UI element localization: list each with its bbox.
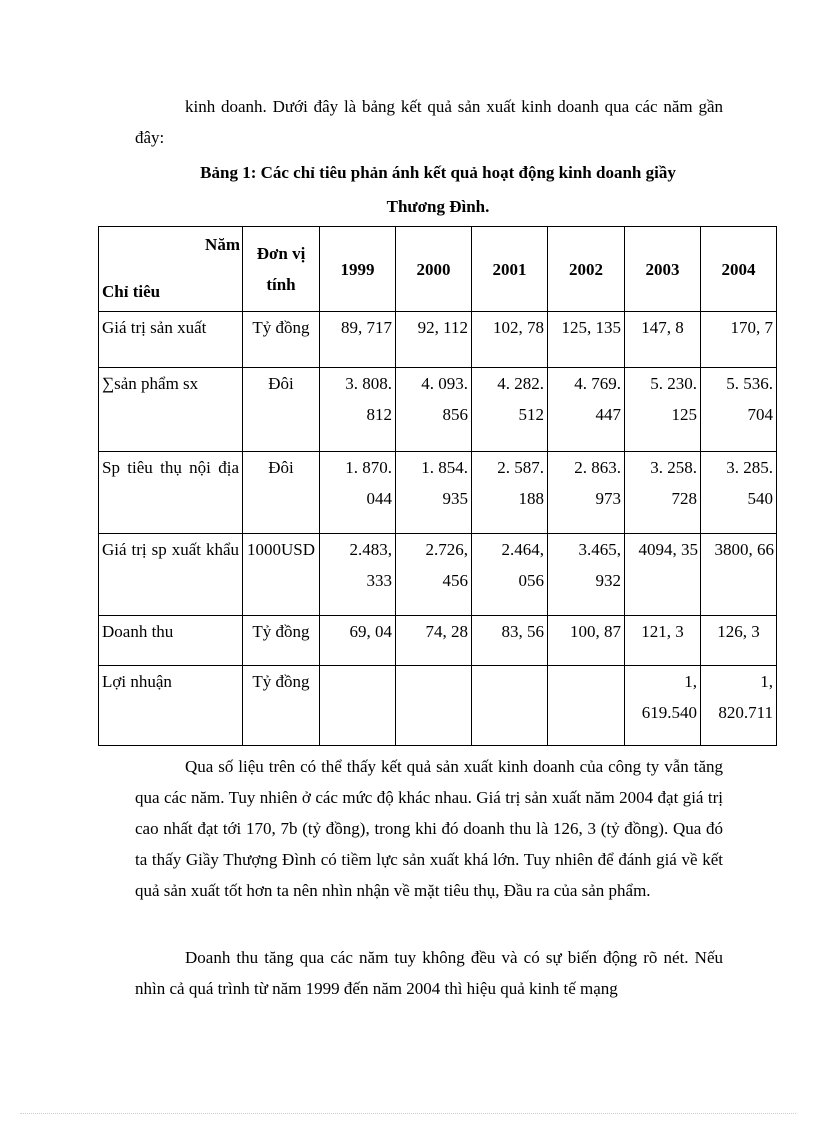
- cell-value: 102, 78: [472, 312, 548, 368]
- cell-value: 1. 854. 935: [396, 452, 472, 534]
- analysis-paragraph-2: Doanh thu tăng qua các năm tuy không đều và có sự biến động rõ nét. Nếu nhìn cả quá trình từ năm 1999 đến năm 2004 thì hiệu quả kinh tế mạng: [135, 948, 723, 998]
- row-unit: 1000USD: [243, 534, 320, 616]
- cell-value: 3.465, 932: [548, 534, 625, 616]
- table-row: [99, 666, 777, 746]
- year-header: Năm: [205, 235, 240, 254]
- cell-value: 74, 28: [396, 616, 472, 666]
- row-unit: Tỷ đồng: [243, 616, 320, 666]
- year-2004: 2004: [701, 227, 777, 312]
- cell-value: 126, 3: [701, 616, 777, 666]
- cell-value: 89, 717: [320, 312, 396, 368]
- indicator-header: Chỉ tiêu: [102, 282, 161, 301]
- row-label: Doanh thu: [99, 616, 243, 666]
- table-row: [99, 616, 777, 666]
- row-label: ∑sản phẩm sx: [99, 368, 243, 452]
- row-unit: Đôi: [243, 368, 320, 452]
- cell-value: 3. 808. 812: [320, 368, 396, 452]
- row-label: Giá trị sản xuất: [99, 312, 243, 368]
- table-row: [99, 368, 777, 452]
- cell-value: 1. 870. 044: [320, 452, 396, 534]
- cell-value: 2. 587. 188: [472, 452, 548, 534]
- cell-value: 2.464, 056: [472, 534, 548, 616]
- unit-header: Đơn vị tính: [243, 227, 320, 312]
- cell-value: 125, 135: [548, 312, 625, 368]
- cell-value: 4. 093. 856: [396, 368, 472, 452]
- cell-value: 100, 87: [548, 616, 625, 666]
- header-row: [99, 227, 777, 312]
- cell-value: 170, 7: [701, 312, 777, 368]
- cell-value: 3. 285. 540: [701, 452, 777, 534]
- cell-value: [396, 666, 472, 746]
- cell-value: 83, 56: [472, 616, 548, 666]
- cell-value: 2. 863. 973: [548, 452, 625, 534]
- intro-paragraph: kinh doanh. Dưới đây là bảng kết quả sản xuất kinh doanh qua các năm gần đây:: [135, 97, 723, 147]
- table-row: [99, 312, 777, 368]
- cell-value: 2.726, 456: [396, 534, 472, 616]
- cell-value: 1, 619.540: [625, 666, 701, 746]
- table-row: [99, 452, 777, 534]
- row-unit: Tỷ đồng: [243, 666, 320, 746]
- year-2001: 2001: [472, 227, 548, 312]
- year-2003: 2003: [625, 227, 701, 312]
- cell-value: 4. 769. 447: [548, 368, 625, 452]
- cell-value: 147, 8: [625, 312, 701, 368]
- year-1999: 1999: [320, 227, 396, 312]
- results-table: [98, 226, 777, 746]
- cell-value: 4. 282. 512: [472, 368, 548, 452]
- cell-value: 2.483, 333: [320, 534, 396, 616]
- cell-value: 5. 536. 704: [701, 368, 777, 452]
- page-footer-divider: [20, 1113, 796, 1114]
- cell-value: 121, 3: [625, 616, 701, 666]
- cell-value: 92, 112: [396, 312, 472, 368]
- cell-value: 69, 04: [320, 616, 396, 666]
- cell-value: 3800, 66: [701, 534, 777, 616]
- year-2002: 2002: [548, 227, 625, 312]
- cell-value: [548, 666, 625, 746]
- cell-value: [472, 666, 548, 746]
- cell-value: 1, 820.711: [701, 666, 777, 746]
- cell-value: 5. 230. 125: [625, 368, 701, 452]
- cell-value: 4094, 35: [625, 534, 701, 616]
- row-label: Giá trị sp xuất khẩu: [99, 534, 243, 616]
- corner-header-cell: [99, 227, 243, 312]
- cell-value: 3. 258. 728: [625, 452, 701, 534]
- table-caption: [98, 156, 778, 224]
- row-unit: Tỷ đồng: [243, 312, 320, 368]
- caption-line-2: Thương Đình.: [386, 197, 490, 216]
- row-label: Sp tiêu thụ nội địa: [99, 452, 243, 534]
- analysis-paragraph-1: Qua số liệu trên có thể thấy kết quả sản xuất kinh doanh của công ty vẫn tăng qua các năm. Tuy nhiên ở các mức độ khác nhau. Giá trị sản xuất năm 2004 đạt giá trị cao nhất đạt tới 170, 7b (tỷ đồng), trong khi đó doanh thu là 126, 3 (tỷ đồng). Qua đó ta thấy Giầy Thượng Đình có tiềm lực sản xuất khá lớn. Tuy nhiên để đánh giá về kết quả sản xuất tốt hơn ta nên nhìn nhận về mặt tiêu thụ, Đầu ra của sản phẩm.: [135, 757, 723, 900]
- cell-value: [320, 666, 396, 746]
- table-row: [99, 534, 777, 616]
- year-2000: 2000: [396, 227, 472, 312]
- row-unit: Đôi: [243, 452, 320, 534]
- caption-line-1: Bảng 1: Các chỉ tiêu phản ánh kết quả hoạt động kinh doanh giầy: [200, 163, 676, 182]
- row-label: Lợi nhuận: [99, 666, 243, 746]
